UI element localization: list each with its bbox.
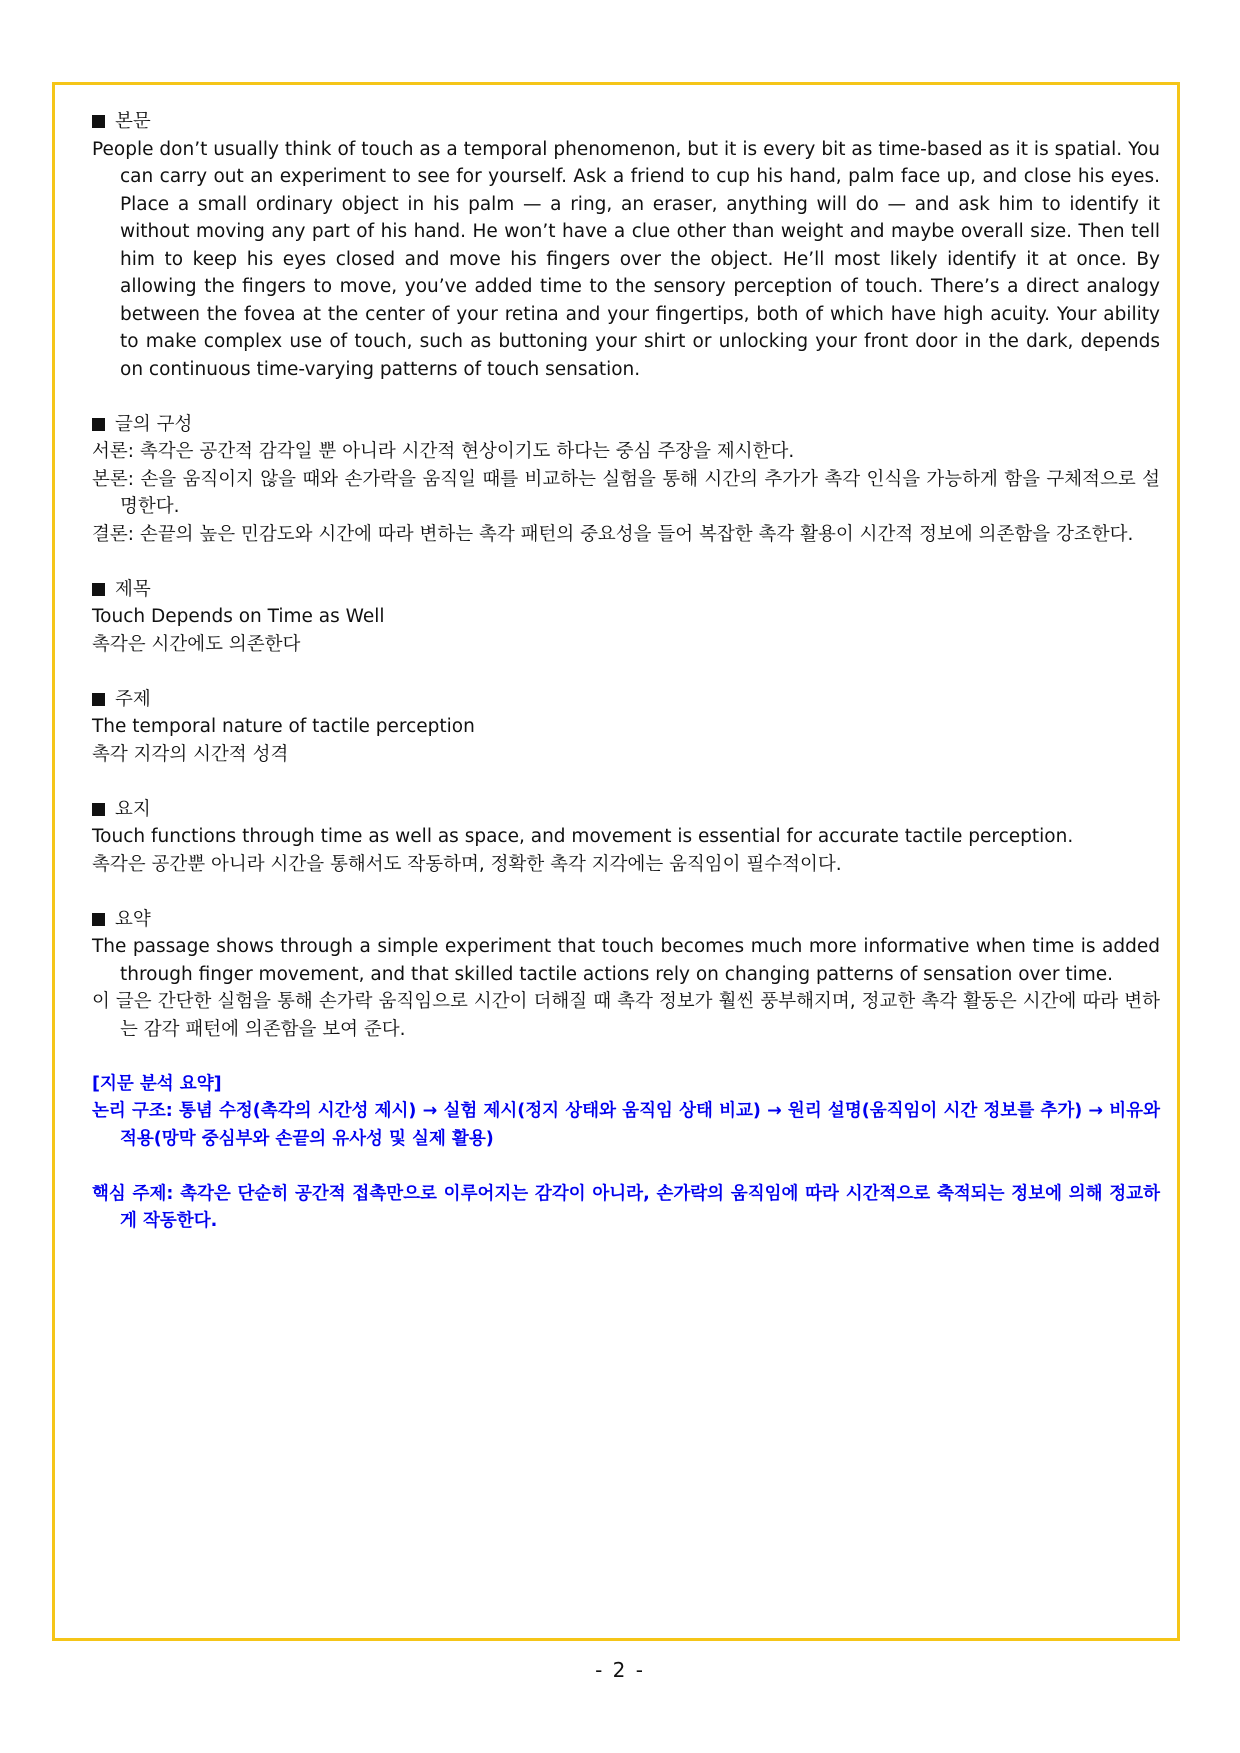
section-heading-title [92, 576, 1160, 604]
page-number: - 2 - [595, 1658, 645, 1682]
section-gist [92, 796, 1160, 879]
section-heading-body [92, 108, 1160, 136]
section-topic [92, 686, 1160, 769]
heading-text: 요약 [115, 908, 151, 930]
structure-main: 본론: 손을 움직이지 않을 때와 손가락을 움직일 때를 비교하는 실험을 통해 시간의 추가가 촉각 인식을 가능하게 함을 구체적으로 설명한다. [92, 468, 1160, 517]
gist-ko: 촉각은 공간뿐 아니라 시간을 통해서도 작동하며, 정확한 촉각 지각에는 움직임이 필수적이다. [92, 853, 842, 875]
section-heading-structure [92, 411, 1160, 439]
title-ko: 촉각은 시간에도 의존한다 [92, 633, 301, 655]
structure-conclusion: 결론: 손끝의 높은 민감도와 시간에 따라 변하는 촉각 패턴의 중요성을 들어 복잡한 촉각 활용이 시간적 정보에 의존함을 강조한다. [92, 523, 1134, 545]
section-heading-topic [92, 686, 1160, 714]
gist-en: Touch functions through time as well as space, and movement is essential for accurate tactile perception. [92, 826, 1074, 847]
title-en: Touch Depends on Time as Well [92, 606, 385, 627]
topic-ko: 촉각 지각의 시간적 성격 [92, 743, 289, 765]
section-title [92, 576, 1160, 659]
section-heading-summary [92, 906, 1160, 934]
heading-text: 주제 [115, 688, 151, 710]
summary-ko: 이 글은 간단한 실험을 통해 손가락 움직임으로 시간이 더해질 때 촉각 정보가 훨씬 풍부해지며, 정교한 촉각 활동은 시간에 따라 변하는 감각 패턴에 의존함을 보여 준다. [92, 991, 1160, 1040]
square-bullet-icon [92, 803, 105, 816]
section-heading-gist [92, 796, 1160, 824]
analysis-label: [지문 분석 요약] [92, 1073, 222, 1094]
square-bullet-icon [92, 115, 105, 128]
section-body [92, 108, 1160, 383]
summary-en: The passage shows through a simple experiment that touch becomes much more informative when time is added through finger movement, and that skilled tactile actions rely on changing patterns of sensation over time. [92, 936, 1160, 985]
structure-intro: 서론: 촉각은 공간적 감각일 뿐 아니라 시간적 현상이기도 하다는 중심 주장을 제시한다. [92, 441, 795, 462]
heading-text: 제목 [115, 578, 151, 600]
square-bullet-icon [92, 418, 105, 431]
body-paragraph: People don’t usually think of touch as a temporal phenomenon, but it is every bit as time-based as it is spatial. You can carry out an experiment to see for yourself. Ask a friend to cup his hand, palm face up, and close his eyes. Place a small ordinary object in his palm — a ring, an eraser, anything will do — and ask him to identify it without moving any part of his hand. He won’t have a clue other than weight and maybe overall size. Then tell him to keep his eyes closed and move his fingers over the object. He’ll most likely identify it at once. By allowing the fingers to move, you’ve added time to the sensory perception of touch. There’s a direct analogy between the fovea at the center of your retina and your fingertips, both of which have high acuity. Your ability to make complex use of touch, such as buttoning your shirt or unlocking your front door in the dark, depends on continuous time-varying patterns of touch sensation. [92, 138, 1160, 380]
heading-text: 요지 [115, 798, 151, 820]
topic-en: The temporal nature of tactile perception [92, 716, 475, 737]
heading-text: 글의 구성 [115, 413, 193, 435]
section-structure [92, 411, 1160, 549]
section-analysis [92, 1071, 1160, 1236]
square-bullet-icon [92, 583, 105, 596]
square-bullet-icon [92, 913, 105, 926]
analysis-logic: 논리 구조: 통념 수정(촉각의 시간성 제시) → 실험 제시(정지 상태와 움직임 상태 비교) → 원리 설명(움직임이 시간 정보를 추가) → 비유와 적용(망막 중심부와 손끝의 유사성 및 실제 활용) [92, 1101, 1160, 1149]
analysis-core: 핵심 주제: 촉각은 단순히 공간적 접촉만으로 이루어지는 감각이 아니라, 손가락의 움직임에 따라 시간적으로 축적되는 정보에 의해 정교하게 작동한다. [92, 1183, 1160, 1231]
page-content [92, 108, 1160, 1236]
square-bullet-icon [92, 693, 105, 706]
section-summary [92, 906, 1160, 1044]
heading-text: 본문 [115, 111, 151, 132]
